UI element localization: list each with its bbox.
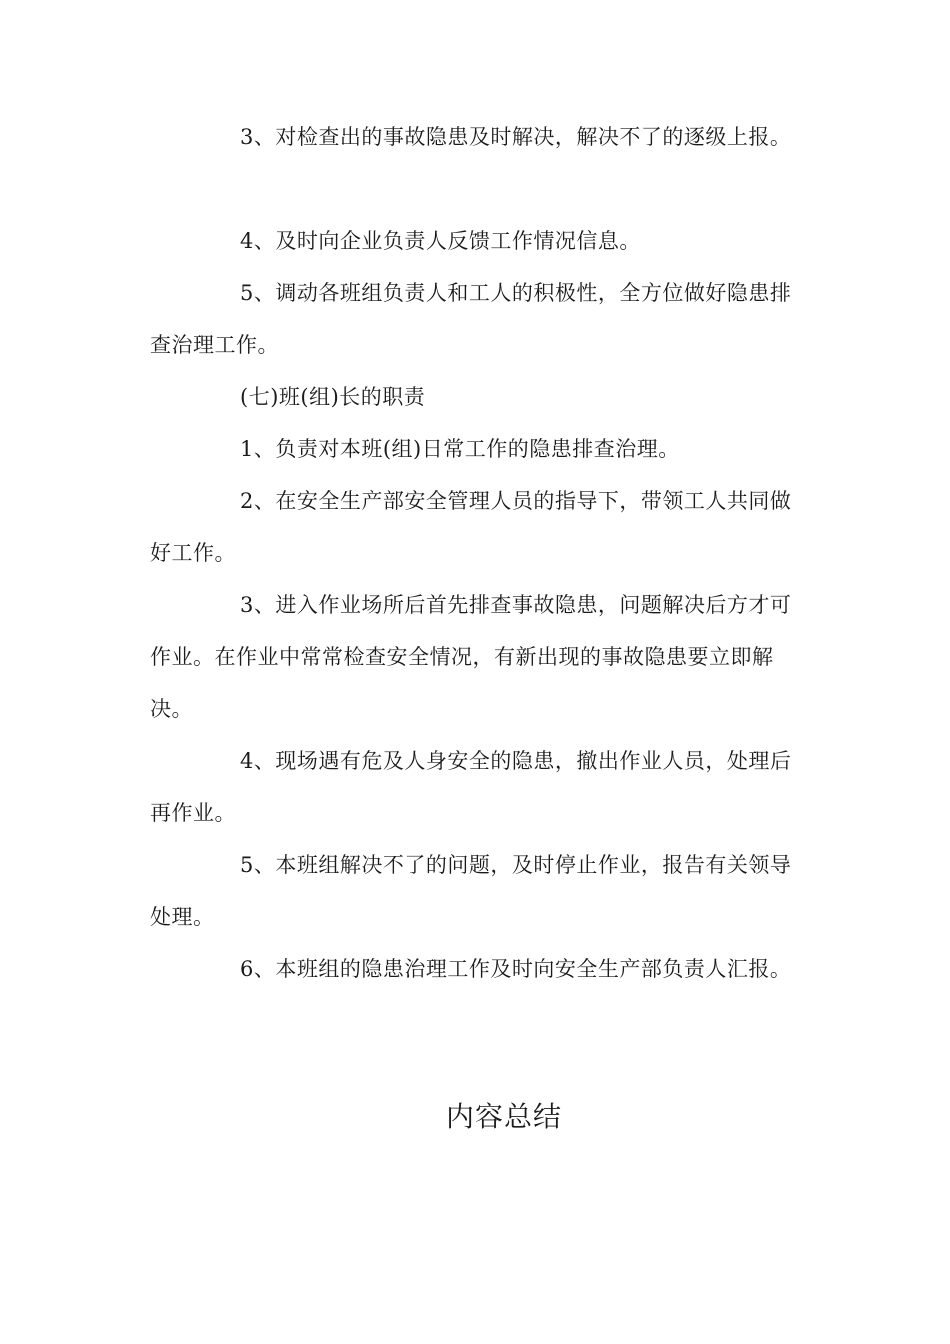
paragraph-duty-3: 3、进入作业场所后首先排查事故隐患，问题解决后方才可作业。在作业中常常检查安全情况，有新出现的事故隐患要立即解决。 — [150, 593, 792, 721]
paragraph-duty-5: 5、本班组解决不了的问题，及时停止作业，报告有关领导处理。 — [150, 853, 792, 929]
paragraph-duty-2: 2、在安全生产部安全管理人员的指导下，带领工人共同做好工作。 — [150, 489, 792, 565]
paragraph-item-4-feedback: 4、及时向企业负责人反馈工作情况信息。 — [240, 229, 641, 253]
paragraph-duty-6: 6、本班组的隐患治理工作及时向安全生产部负责人汇报。 — [240, 957, 792, 981]
paragraph-duty-1: 1、负责对本班(组)日常工作的隐患排查治理。 — [240, 437, 680, 461]
summary-title: 内容总结 — [445, 1100, 562, 1133]
section-heading-team-leader: (七)班(组)长的职责 — [240, 385, 426, 409]
paragraph-item-5-motivate: 5、调动各班组负责人和工人的积极性，全方位做好隐患排查治理工作。 — [150, 281, 792, 357]
paragraph-item-3-report: 3、对检查出的事故隐患及时解决，解决不了的逐级上报。 — [240, 125, 792, 149]
paragraph-duty-4: 4、现场遇有危及人身安全的隐患，撤出作业人员，处理后再作业。 — [150, 749, 792, 825]
